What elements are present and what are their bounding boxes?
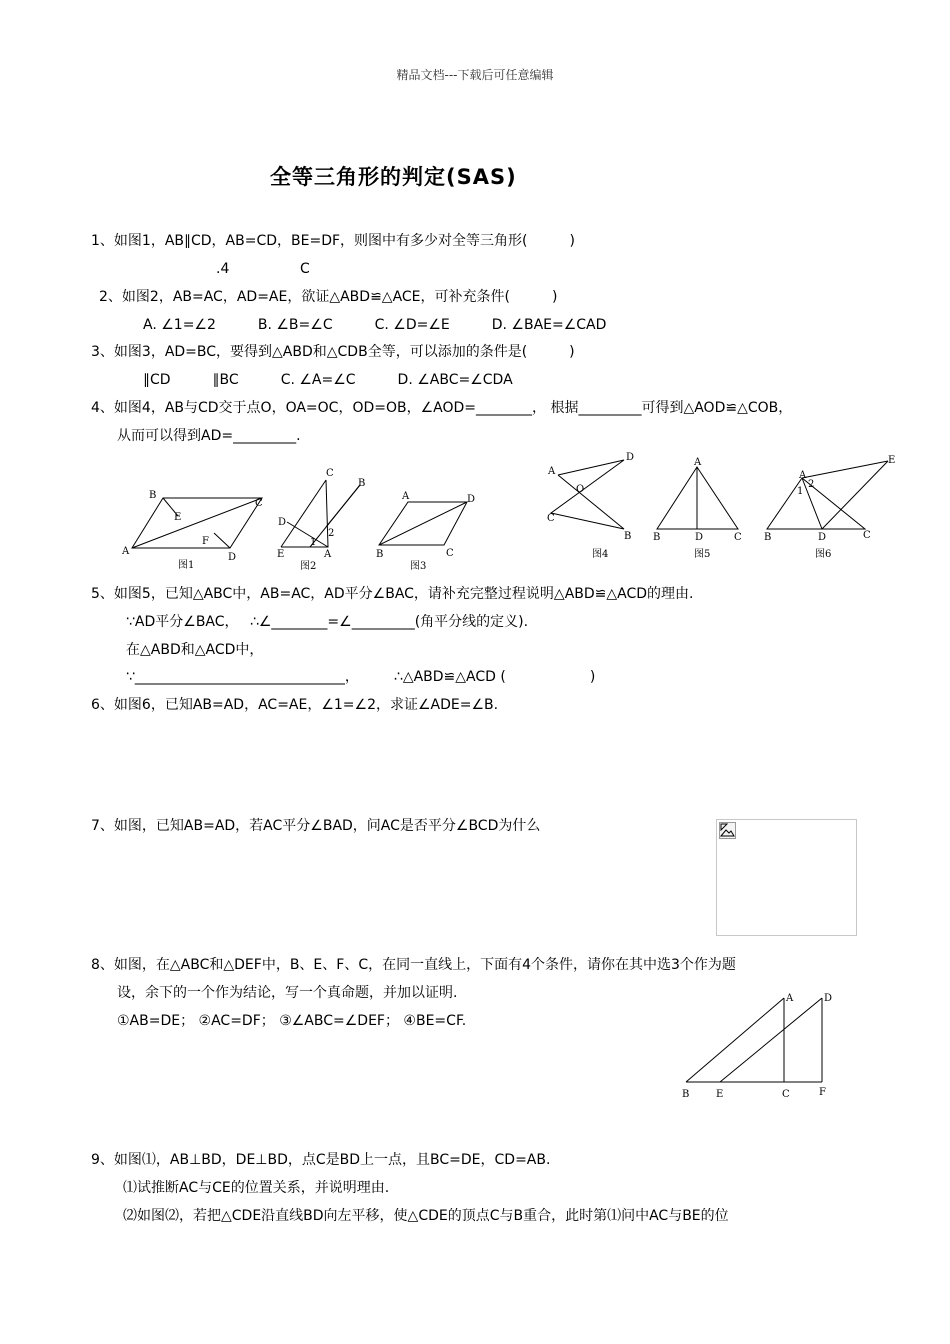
page-title: 全等三角形的判定(SAS): [270, 165, 517, 189]
question-9-part-2: ⑵如图⑵，若把△CDE沿直线BD向左平移，使△CDE的顶点C与B重合，此时第⑴问中AC与BE的位: [123, 1208, 729, 1224]
figure-5-caption: 图5: [694, 549, 711, 560]
fig6-label-e: E: [888, 455, 896, 466]
question-1: 1、如图1，AB∥CD，AB=CD，BE=DF，则图中有多少对全等三角形( ): [91, 233, 575, 249]
figure-6-caption: 图6: [815, 549, 832, 560]
figure-5: [653, 457, 742, 560]
fig8-label-c: C: [782, 1089, 790, 1100]
question-9: 9、如图⑴，AB⊥BD，DE⊥BD，点C是BD上一点，且BC=DE，CD=AB.: [91, 1152, 551, 1168]
fig8-label-a: A: [786, 993, 794, 1004]
question-9-part-1: ⑴试推断AC与CE的位置关系，并说明理由.: [123, 1180, 390, 1196]
question-3-options: ∥CD ∥BC C. ∠A=∠C D. ∠ABC=∠CDA: [143, 372, 513, 388]
question-8-conditions: ①AB=DE； ②AC=DF； ③∠ABC=∠DEF； ④BE=CF.: [117, 1013, 467, 1029]
figure-6: [764, 455, 895, 560]
figure-3-caption: 图3: [410, 561, 427, 570]
fig2-label-e: E: [277, 549, 285, 560]
question-1-option-a: .4: [216, 261, 230, 277]
question-4: 4、如图4，AB与CD交于点O，OA=OC，OD=OB，∠AOD=________， 根据_________可得到△AOD≌△COB，: [91, 400, 793, 416]
figure-4: [547, 452, 634, 560]
fig3-label-d: D: [467, 494, 476, 505]
fig5-label-a: A: [694, 457, 702, 468]
fig6-label-a: A: [799, 470, 807, 481]
question-8-line-2: 设，余下的一个作为结论，写一个真命题，并加以证明.: [117, 985, 458, 1001]
fig3-label-c: C: [446, 548, 454, 559]
question-5-line-3: ∵______________________________， ∴△ABD≌△ACD ( ): [126, 669, 596, 685]
figure-1: [121, 490, 263, 570]
fig6-label-2: 2: [808, 479, 815, 490]
figure-q8: [676, 985, 846, 1105]
question-2: 2、如图2，AB=AC，AD=AE，欲证△ABD≌△ACE，可补充条件( ): [99, 289, 558, 305]
fig2-label-d: D: [278, 517, 287, 528]
figure-3: [376, 491, 475, 570]
fig6-label-b: B: [764, 532, 772, 543]
question-5: 5、如图5，已知△ABC中，AB=AC，AD平分∠BAC，请补充完整过程说明△ABD≌△ACD的理由.: [91, 586, 694, 602]
fig8-label-e: E: [716, 1089, 724, 1100]
fig1-label-a: A: [122, 546, 130, 557]
fig5-label-b: B: [653, 532, 661, 543]
figure-4-caption: 图4: [592, 549, 609, 560]
figure-1-caption: 图1: [178, 560, 195, 570]
broken-image-placeholder: [716, 819, 857, 936]
fig5-label-c: C: [734, 532, 742, 543]
fig1-label-d: D: [228, 552, 237, 563]
broken-image-icon: [719, 822, 736, 839]
fig2-label-2: 2: [328, 528, 335, 539]
question-1-option-b: C: [300, 261, 310, 277]
fig8-label-f: F: [819, 1087, 826, 1098]
fig6-label-d: D: [818, 532, 827, 543]
fig3-label-b: B: [376, 549, 384, 560]
question-3: 3、如图3，AD=BC，要得到△ABD和△CDB全等，可以添加的条件是( ): [91, 344, 575, 360]
fig4-label-b: B: [624, 531, 632, 542]
fig1-label-e: E: [174, 512, 182, 523]
fig2-label-1: 1: [310, 537, 317, 548]
question-2-options: A. ∠1=∠2 B. ∠B=∠C C. ∠D=∠E D. ∠BAE=∠CAD: [143, 317, 607, 333]
fig8-label-b: B: [682, 1089, 690, 1100]
fig5-label-d: D: [695, 532, 704, 543]
figure-2: [277, 468, 365, 570]
question-7: 7、如图，已知AB=AD，若AC平分∠BAD，问AC是否平分∠BCD为什么: [91, 818, 541, 834]
fig4-label-c: C: [547, 513, 555, 524]
fig2-label-a: A: [324, 549, 332, 560]
fig6-label-1: 1: [797, 486, 804, 497]
fig6-label-c: C: [863, 530, 871, 541]
fig1-label-f: F: [202, 536, 209, 547]
question-8: 8、如图，在△ABC和△DEF中，B、E、F、C，在同一直线上，下面有4个条件，请你在其中选3个作为题: [91, 957, 736, 973]
question-6: 6、如图6，已知AB=AD，AC=AE，∠1=∠2，求证∠ADE=∠B.: [91, 697, 499, 713]
question-5-line-1: ∵AD平分∠BAC， ∴∠________=∠_________(角平分线的定义).: [126, 614, 529, 630]
question-4-line-2: 从而可以得到AD=_________.: [117, 428, 301, 444]
fig4-label-a: A: [548, 466, 556, 477]
fig2-label-b: B: [358, 478, 366, 489]
page-header: 精品文档---下载后可任意编辑: [396, 68, 554, 82]
fig2-label-c: C: [326, 468, 334, 479]
question-5-line-2: 在△ABD和△ACD中，: [126, 642, 264, 658]
fig1-label-c: C: [255, 498, 263, 509]
figure-2-caption: 图2: [300, 561, 317, 570]
fig1-label-b: B: [149, 490, 157, 501]
fig4-label-o: O: [576, 484, 585, 495]
fig4-label-d: D: [626, 452, 635, 463]
figures-row: [110, 450, 910, 570]
fig8-label-d: D: [824, 993, 833, 1004]
fig3-label-a: A: [402, 491, 410, 502]
